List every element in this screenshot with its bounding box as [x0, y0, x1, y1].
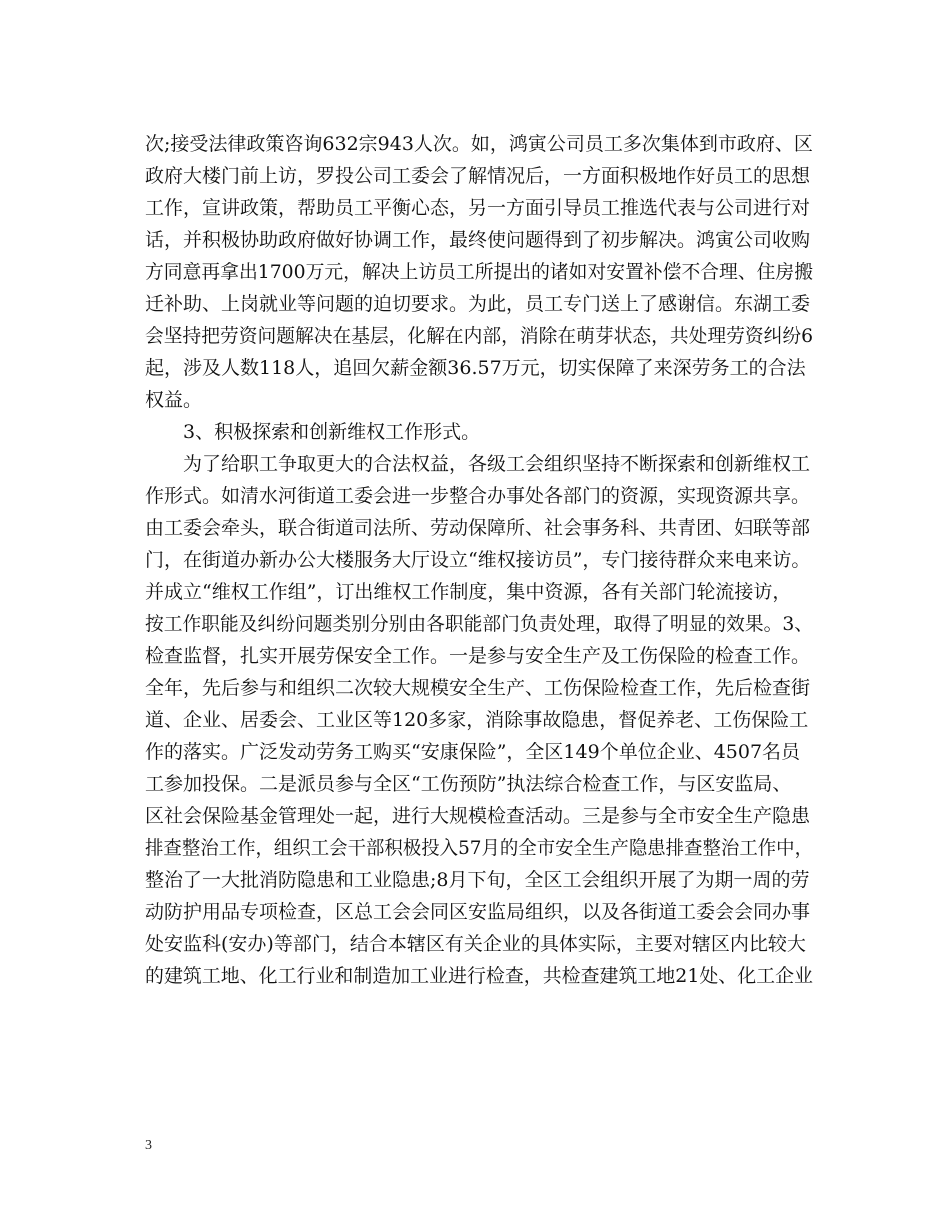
text-line: 全年，先后参与和组织二次较大规模安全生产、工伤保险检查工作，先后检查街 [145, 677, 811, 699]
text-line: 起，涉及人数118人，追回欠薪金额36.57万元，切实保障了来深劳务工的合法 [145, 357, 806, 379]
text-line: 政府大楼门前上访，罗投公司工委会了解情况后，一方面积极地作好员工的思想 [145, 165, 811, 187]
text-line: 权益。 [145, 389, 203, 411]
text-line: 由工委会牵头，联合街道司法所、劳动保障所、社会事务科、共青团、妇联等部 [145, 517, 811, 539]
text-line: 方同意再拿出1700万元，解决上访员工所提出的诸如对安置补偿不合理、住房搬 [145, 261, 813, 283]
text-line: 作形式。如清水河街道工委会进一步整合办事处各部门的资源，实现资源共享。 [145, 485, 811, 507]
paragraph-start-line: 为了给职工争取更大的合法权益，各级工会组织坚持不断探索和创新维权工 [183, 453, 811, 475]
text-line: 工作，宣讲政策，帮助员工平衡心态，另一方面引导员工推选代表与公司进行对 [145, 197, 811, 219]
text-line: 处安监科(安办)等部门，结合本辖区有关企业的具体实际，主要对辖区内比较大 [145, 933, 806, 955]
text-line: 区社会保险基金管理处一起，进行大规模检查活动。三是参与全市安全生产隐患 [145, 805, 811, 827]
page-number: 3 [145, 1138, 152, 1153]
text-line: 门，在街道办新办公大楼服务大厅设立“维权接访员”，专门接待群众来电来访。 [145, 549, 811, 571]
text-line: 整治了一大批消防隐患和工业隐患;8月下旬，全区工会组织开展了为期一周的劳 [145, 869, 810, 891]
body-text [145, 128, 813, 992]
text-line: 按工作职能及纠纷问题类别分别由各职能部门负责处理，取得了明显的效果。3、 [145, 613, 813, 635]
text-line: 动防护用品专项检查，区总工会会同区安监局组织，以及各街道工委会会同办事 [145, 901, 811, 923]
text-line: 排查整治工作，组织工会干部积极投入57月的全市安全生产隐患排查整治工作中， [145, 837, 813, 859]
text-line: 并成立“维权工作组”，订出维权工作制度，集中资源，各有关部门轮流接访， [145, 581, 792, 603]
text-line: 作的落实。广泛发动劳务工购买“安康保险”，全区149个单位企业、4507名员 [145, 741, 801, 763]
text-line: 话，并积极协助政府做好协调工作，最终使问题得到了初步解决。鸿寅公司收购 [145, 229, 811, 251]
text-line: 会坚持把劳资问题解决在基层，化解在内部，消除在萌芽状态，共处理劳资纠纷6 [145, 325, 813, 347]
text-line: 的建筑工地、化工行业和制造加工业进行检查，共检查建筑工地21处、化工企业 [145, 965, 813, 987]
text-line: 次;接受法律政策咨询632宗943人次。如，鸿寅公司员工多次集体到市政府、区 [145, 133, 813, 155]
text-line: 工参加投保。二是派员参与全区“工伤预防”执法综合检查工作，与区安监局、 [145, 773, 792, 795]
text-line: 道、企业、居委会、工业区等120多家，消除事故隐患，督促养老、工伤保险工 [145, 709, 809, 731]
text-line: 迁补助、上岗就业等问题的迫切要求。为此，员工专门送上了感谢信。东湖工委 [145, 293, 811, 315]
text-line: 检查监督，扎实开展劳保安全工作。一是参与安全生产及工伤保险的检查工作。 [145, 645, 811, 667]
section-heading: 3、积极探索和创新维权工作形式。 [183, 421, 481, 443]
